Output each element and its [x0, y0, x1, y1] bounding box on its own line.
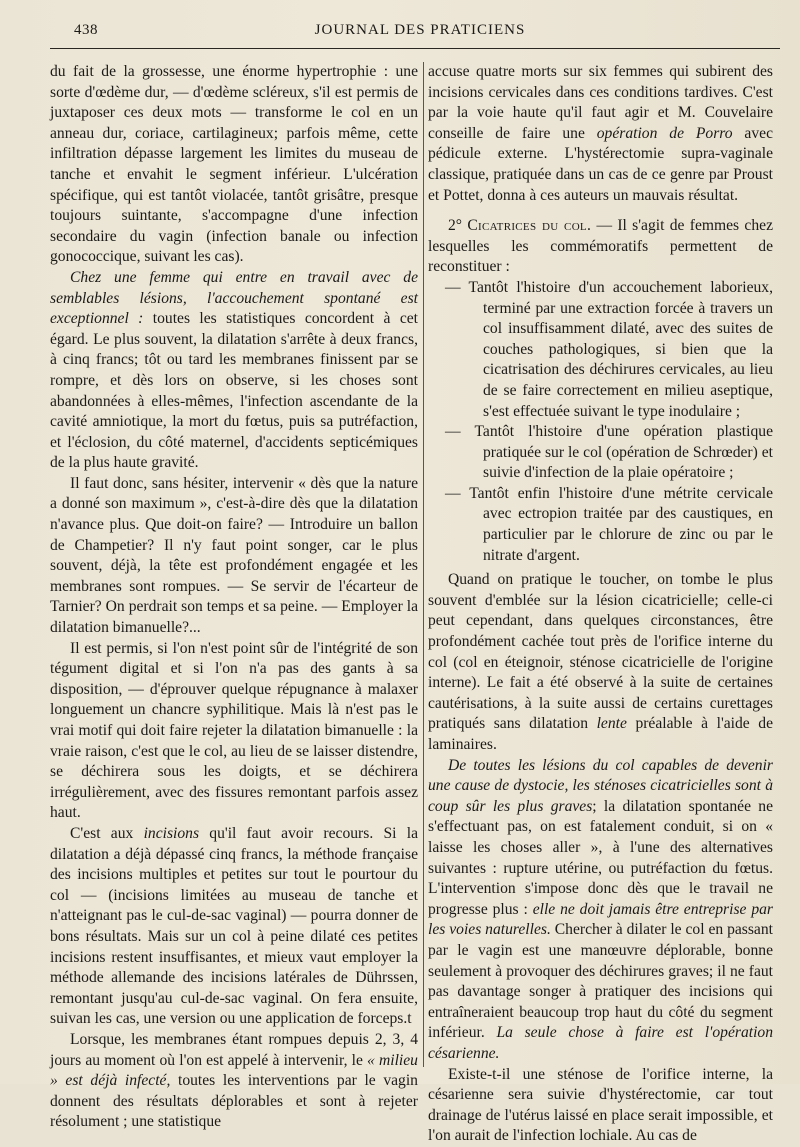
paragraph — [50, 824, 418, 1030]
paragraph: Existe-t-il une sténose de l'orifice interne, la césarienne sera suivie d'hystérectomie, car tout drainage de l'utérus laissé en place serait impossible, et l'on aurait de l'infection lochiale. Au cas de — [428, 1065, 773, 1145]
page-header — [70, 22, 770, 46]
paragraph: du fait de la grossesse, une énorme hypertrophie : une sorte d'œdème dur, — d'œdème scléreux, s'il est permis de juxtaposer ces deux mots — transforme le col en un anneau dur, coriace, cartilagineux; parfois même, cette infiltration dépasse largement les limites du museau de tanche et envahit le segment inférieur. L'ulcération spécifique, qui est tantôt violacée, tantôt grisâtre, presque toujours suintante, s'accompagne d'une infection secondaire du vagin (infection banale ou infection gonococcique, suivant les cas). — [50, 63, 418, 266]
paragraph-text: préalable à l'aide de laminaires. — [428, 715, 773, 753]
section-paragraph — [428, 216, 773, 278]
paragraph: Il faut donc, sans hésiter, intervenir « dès que la nature a donné son maximum », c'est-à-dire dès que la dilatation n'avance plus. Que doit-on faire? — Introduire un ballon de Champetier? Il n'y faut point songer, car le plus souvent, déjà, la tête est profondément engagée et les membranes sont rompues. — Se servir de l'écarteur de Tarnier? On perdrait son temps et sa peine. — Employer la dilatation bimanuelle?... — [50, 474, 418, 637]
paragraph — [50, 1030, 418, 1133]
list-item: — Tantôt enfin l'histoire d'une métrite cervicale avec ectropion traitée par des caustiques, en particulier par le chlorure de zinc ou par le nitrate d'argent. — [445, 484, 773, 564]
paragraph-text: avec pédicule externe. L'hystérectomie supra-vaginale classique, pratiquée dans un cas de ce genre par Proust et Pottet, donna à ces auteurs un mauvais résultat. — [428, 124, 773, 204]
header-rule — [50, 48, 780, 49]
paragraph — [428, 756, 773, 1065]
paragraph-text: Lorsque, les membranes étant rompues depuis 2, 3, 4 jours au moment où l'on est appelé à intervenir, le — [50, 1030, 418, 1069]
section-number: 2° — [448, 217, 468, 235]
paragraph-text: Chercher à dilater le col en passant par le vagin est une manœuvre déplorable, bonne seulement à provoquer des déchirures graves; il ne faut pas davantage songer à pratiquer des incisions qui entraîneraient beaucoup trop haut du côté du segment inférieur. — [428, 921, 773, 1042]
paragraph — [428, 570, 773, 755]
paragraph-text: toutes les interventions par le vagin donnent des résultats déplorables et sont à rejeter résolument ; une statistique — [50, 1072, 418, 1131]
italic-emphasis: incisions — [143, 824, 200, 842]
list-item: — Tantôt l'histoire d'une opération plastique pratiquée sur le col (opération de Schrœder) et suivie d'infection de la plaie opératoire ; — [445, 423, 773, 482]
paragraph — [428, 62, 773, 206]
page-number: 438 — [74, 22, 98, 38]
right-column — [428, 62, 773, 1147]
italic-emphasis: Chez une femme qui entre en travail avec de semblables lésions, l'accouchement spontané est exceptionnel : — [50, 268, 418, 328]
paragraph-text: C'est aux — [70, 824, 144, 842]
paragraph: Il est permis, si l'on n'est point sûr de l'intégrité de son tégument digital et si l'on n'a pas des gants à sa disposition, — d'éprouver quelque répugnance à malaxer longuement un chancre syphilitique. Mais là n'est pas le vrai motif qui doit faire rejeter la dilatation bimanuelle : la vraie raison, c'est que le col, au lieu de se laisser distendre, se déchirera sous les doigts, et se déchirera irrégulièrement, avec des fissures remontant parfois assez haut. — [50, 639, 418, 822]
italic-emphasis: La seule chose à faire est l'opération césarienne. — [428, 1024, 774, 1062]
paragraph-text: — Il s'agit de femmes chez lesquelles les commémoratifs permettent de reconstituer : — [428, 217, 773, 276]
spacer — [428, 206, 773, 216]
italic-emphasis: elle ne doit jamais être entreprise par les voies naturelles. — [428, 900, 773, 939]
column-divider — [423, 62, 424, 1067]
running-title: JOURNAL DES PRATICIENS — [314, 22, 526, 38]
paragraph-text: Quand on pratique le toucher, on tombe le plus souvent d'emblée sur la lésion cicatricielle; celle-ci peut cependant, dans quelques circonstances, être profondément cachée tout près de l'orifice interne du col (col en éteignoir, sténose cicatricielle de l'origine interne). Le fait a été observé à la suite de certaines cautérisations, à la suite aussi de certains curettages pratiqués sans dilatation — [428, 571, 773, 733]
paragraph — [50, 268, 418, 474]
paragraph-text: ; la dilatation spontanée ne s'effectuant pas, on est fatalement conduit, si on « laisse les choses aller », à l'une des alternatives suivantes : rupture utérine, ou putréfaction du fœtus. L'intervention s'impose donc dès que le travail ne progresse plus : — [428, 797, 773, 918]
italic-emphasis: De toutes les lésions du col capables de devenir une cause de dystocie, les sténoses cicatricielles sont à coup sûr les plus graves — [428, 756, 773, 815]
italic-emphasis: « milieu » est déjà infecté, — [50, 1051, 418, 1090]
italic-emphasis: opération de Porro — [596, 124, 733, 142]
section-heading: Cicatrices du col. — [467, 217, 592, 235]
paragraph-text: qu'il faut avoir recours. Si la dilatation a déjà dépassé cinq francs, la méthode française des incisions multiples et petites sur tout le pourtour du col — (incisions limitées au museau de tanche et n'atteignant pas le cul-de-sac vaginal) — pourra donner de bons résultats. Mais sur un col à peine dilaté ces petites incisions restent insuffisantes, et mieux vaut employer la méthode allemande des incisions latérales de Dührssen, remontant jusqu'au cul-de-sac vaginal. On fera ensuite, suivan les cas, une version ou une application de forceps.t — [50, 824, 418, 1028]
paragraph-text: toutes les statistiques concordent à cet égard. Le plus souvent, la dilatation s'arrête à deux francs, à cinq francs; tôt ou tard les membranes finissent par se rompre, et dès lors on observe, si les choses sont abandonnées à elles-mêmes, l'infection ascendante de la cavité amniotique, la mort du fœtus, puis sa putréfaction, et l'éclosion, du côté maternel, d'accidents septicémiques de la plus haute gravité. — [50, 310, 418, 472]
left-column — [50, 62, 418, 1133]
paragraph-text: accuse quatre morts sur six femmes qui subirent des incisions cervicales dans ces conditions tardives. C'est par la voie haute qu'il faut agir et M. Couvelaire conseille de faire une — [428, 63, 773, 142]
list-item: — Tantôt l'histoire d'un accouchement laborieux, terminé par une extraction forcée à travers un col insuffisamment dilaté, avec des suites de couches pathologiques, si bien que la cicatrisation des déchirures cervicales, au lieu de se faire correctement en milieu aseptique, s'est effectuée suivant le type inodulaire ; — [445, 278, 773, 420]
italic-emphasis: lente — [596, 715, 627, 733]
